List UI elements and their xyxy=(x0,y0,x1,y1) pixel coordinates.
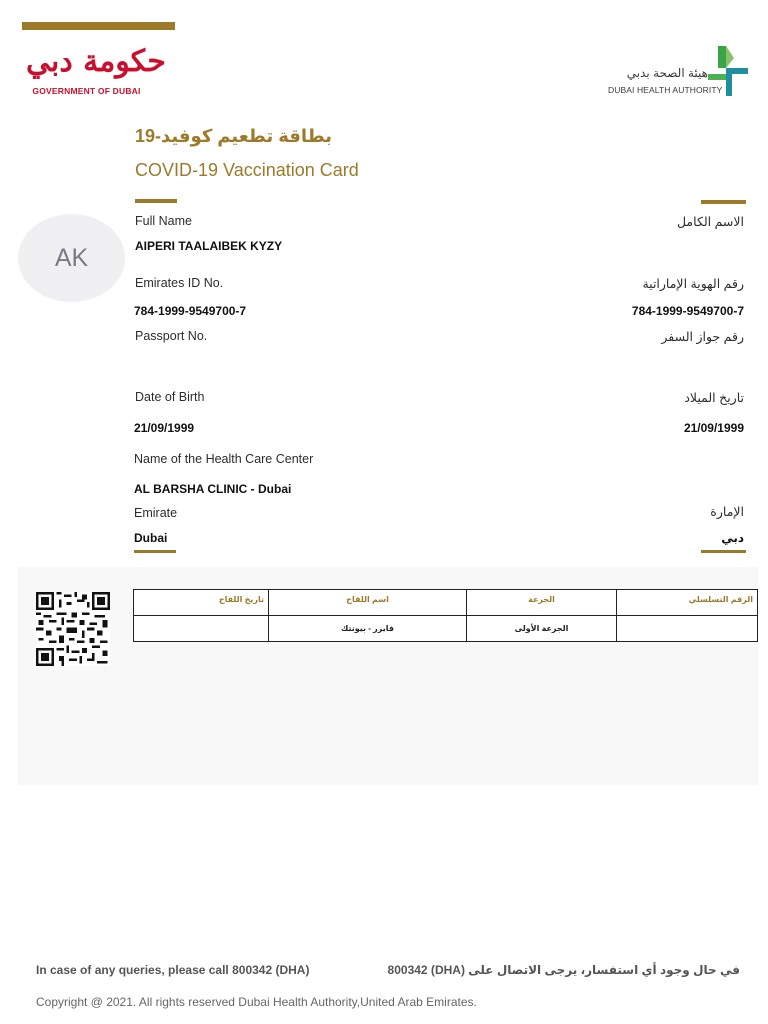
card-title-arabic: بطاقة تطعيم كوفيد-19 xyxy=(135,126,332,146)
card-title-english: COVID-19 Vaccination Card xyxy=(135,160,359,180)
dob-value: 21/09/1999 xyxy=(134,421,195,435)
dob-label-arabic: تاريخ الميلاد xyxy=(684,391,744,405)
dha-emblem-icon xyxy=(704,44,748,96)
table-row xyxy=(134,616,758,642)
footer-query-english: In case of any queries, please call 800342 (DHA) xyxy=(36,963,310,977)
full-name-value: AIPERI TAALAIBEK KYZY xyxy=(135,239,283,253)
cell-serial-number xyxy=(617,616,758,642)
cell-dose: الجرعة الأولى xyxy=(467,616,617,642)
emirates-id-label-arabic: رقم الهوية الإماراتية xyxy=(642,277,744,291)
emirate-value: Dubai xyxy=(134,531,168,545)
footer-query-arabic: في حال وجود أي استفسار، يرجى الاتصال على (DHA) 800342 xyxy=(387,963,740,977)
full-name-label: Full Name xyxy=(135,214,192,228)
emirate-label-arabic: الإمارة xyxy=(710,505,744,519)
dubai-health-authority-logo xyxy=(604,44,750,100)
dha-logo-english: DUBAI HEALTH AUTHORITY xyxy=(608,85,723,95)
dha-logo-arabic: هيئة الصحة بدبي xyxy=(626,66,708,80)
cell-vaccine-date xyxy=(134,616,269,642)
dob-value-arabic-side: 21/09/1999 xyxy=(683,421,744,435)
copyright-text: Copyright @ 2021. All rights reserved Dubai Health Authority,United Arab Emirates. xyxy=(36,995,477,1009)
emirates-id-label: Emirates ID No. xyxy=(135,276,224,290)
header-vaccine-name: اسم اللقاح xyxy=(269,590,467,616)
avatar: AK xyxy=(18,214,125,302)
top-accent-bar xyxy=(22,22,175,30)
header-serial-number: الرقم التسلسلي xyxy=(617,590,758,616)
dob-label: Date of Birth xyxy=(135,390,205,404)
gov-logo-english: GOVERNMENT OF DUBAI xyxy=(32,86,141,96)
cell-vaccine-name: فايزر - بيونتك xyxy=(269,616,467,642)
header-vaccine-date: تاريخ اللقاح xyxy=(134,590,269,616)
emirates-id-value-arabic-side: 784-1999-9549700-7 xyxy=(631,304,744,318)
accent-line-left-bottom xyxy=(134,550,176,553)
accent-line-right xyxy=(701,200,746,204)
health-center-label: Name of the Health Care Center xyxy=(134,452,314,466)
emirates-id-value: 784-1999-9549700-7 xyxy=(134,304,247,318)
header-dose: الجرعة xyxy=(467,590,617,616)
full-name-label-arabic: الاسم الكامل xyxy=(676,215,744,229)
passport-label-arabic: رقم جواز السفر xyxy=(661,330,744,344)
qr-code-icon xyxy=(34,592,112,666)
government-of-dubai-logo xyxy=(24,44,166,98)
vaccination-table xyxy=(133,589,758,642)
health-center-value: AL BARSHA CLINIC - Dubai xyxy=(134,482,292,496)
emirate-label: Emirate xyxy=(134,506,178,520)
accent-line-left xyxy=(135,199,177,203)
emirate-value-arabic: دبي xyxy=(721,531,744,545)
gov-logo-arabic: حكومة دبي xyxy=(26,44,166,79)
table-header-row xyxy=(134,590,758,616)
accent-line-right-bottom xyxy=(701,550,746,553)
passport-label: Passport No. xyxy=(135,329,208,343)
